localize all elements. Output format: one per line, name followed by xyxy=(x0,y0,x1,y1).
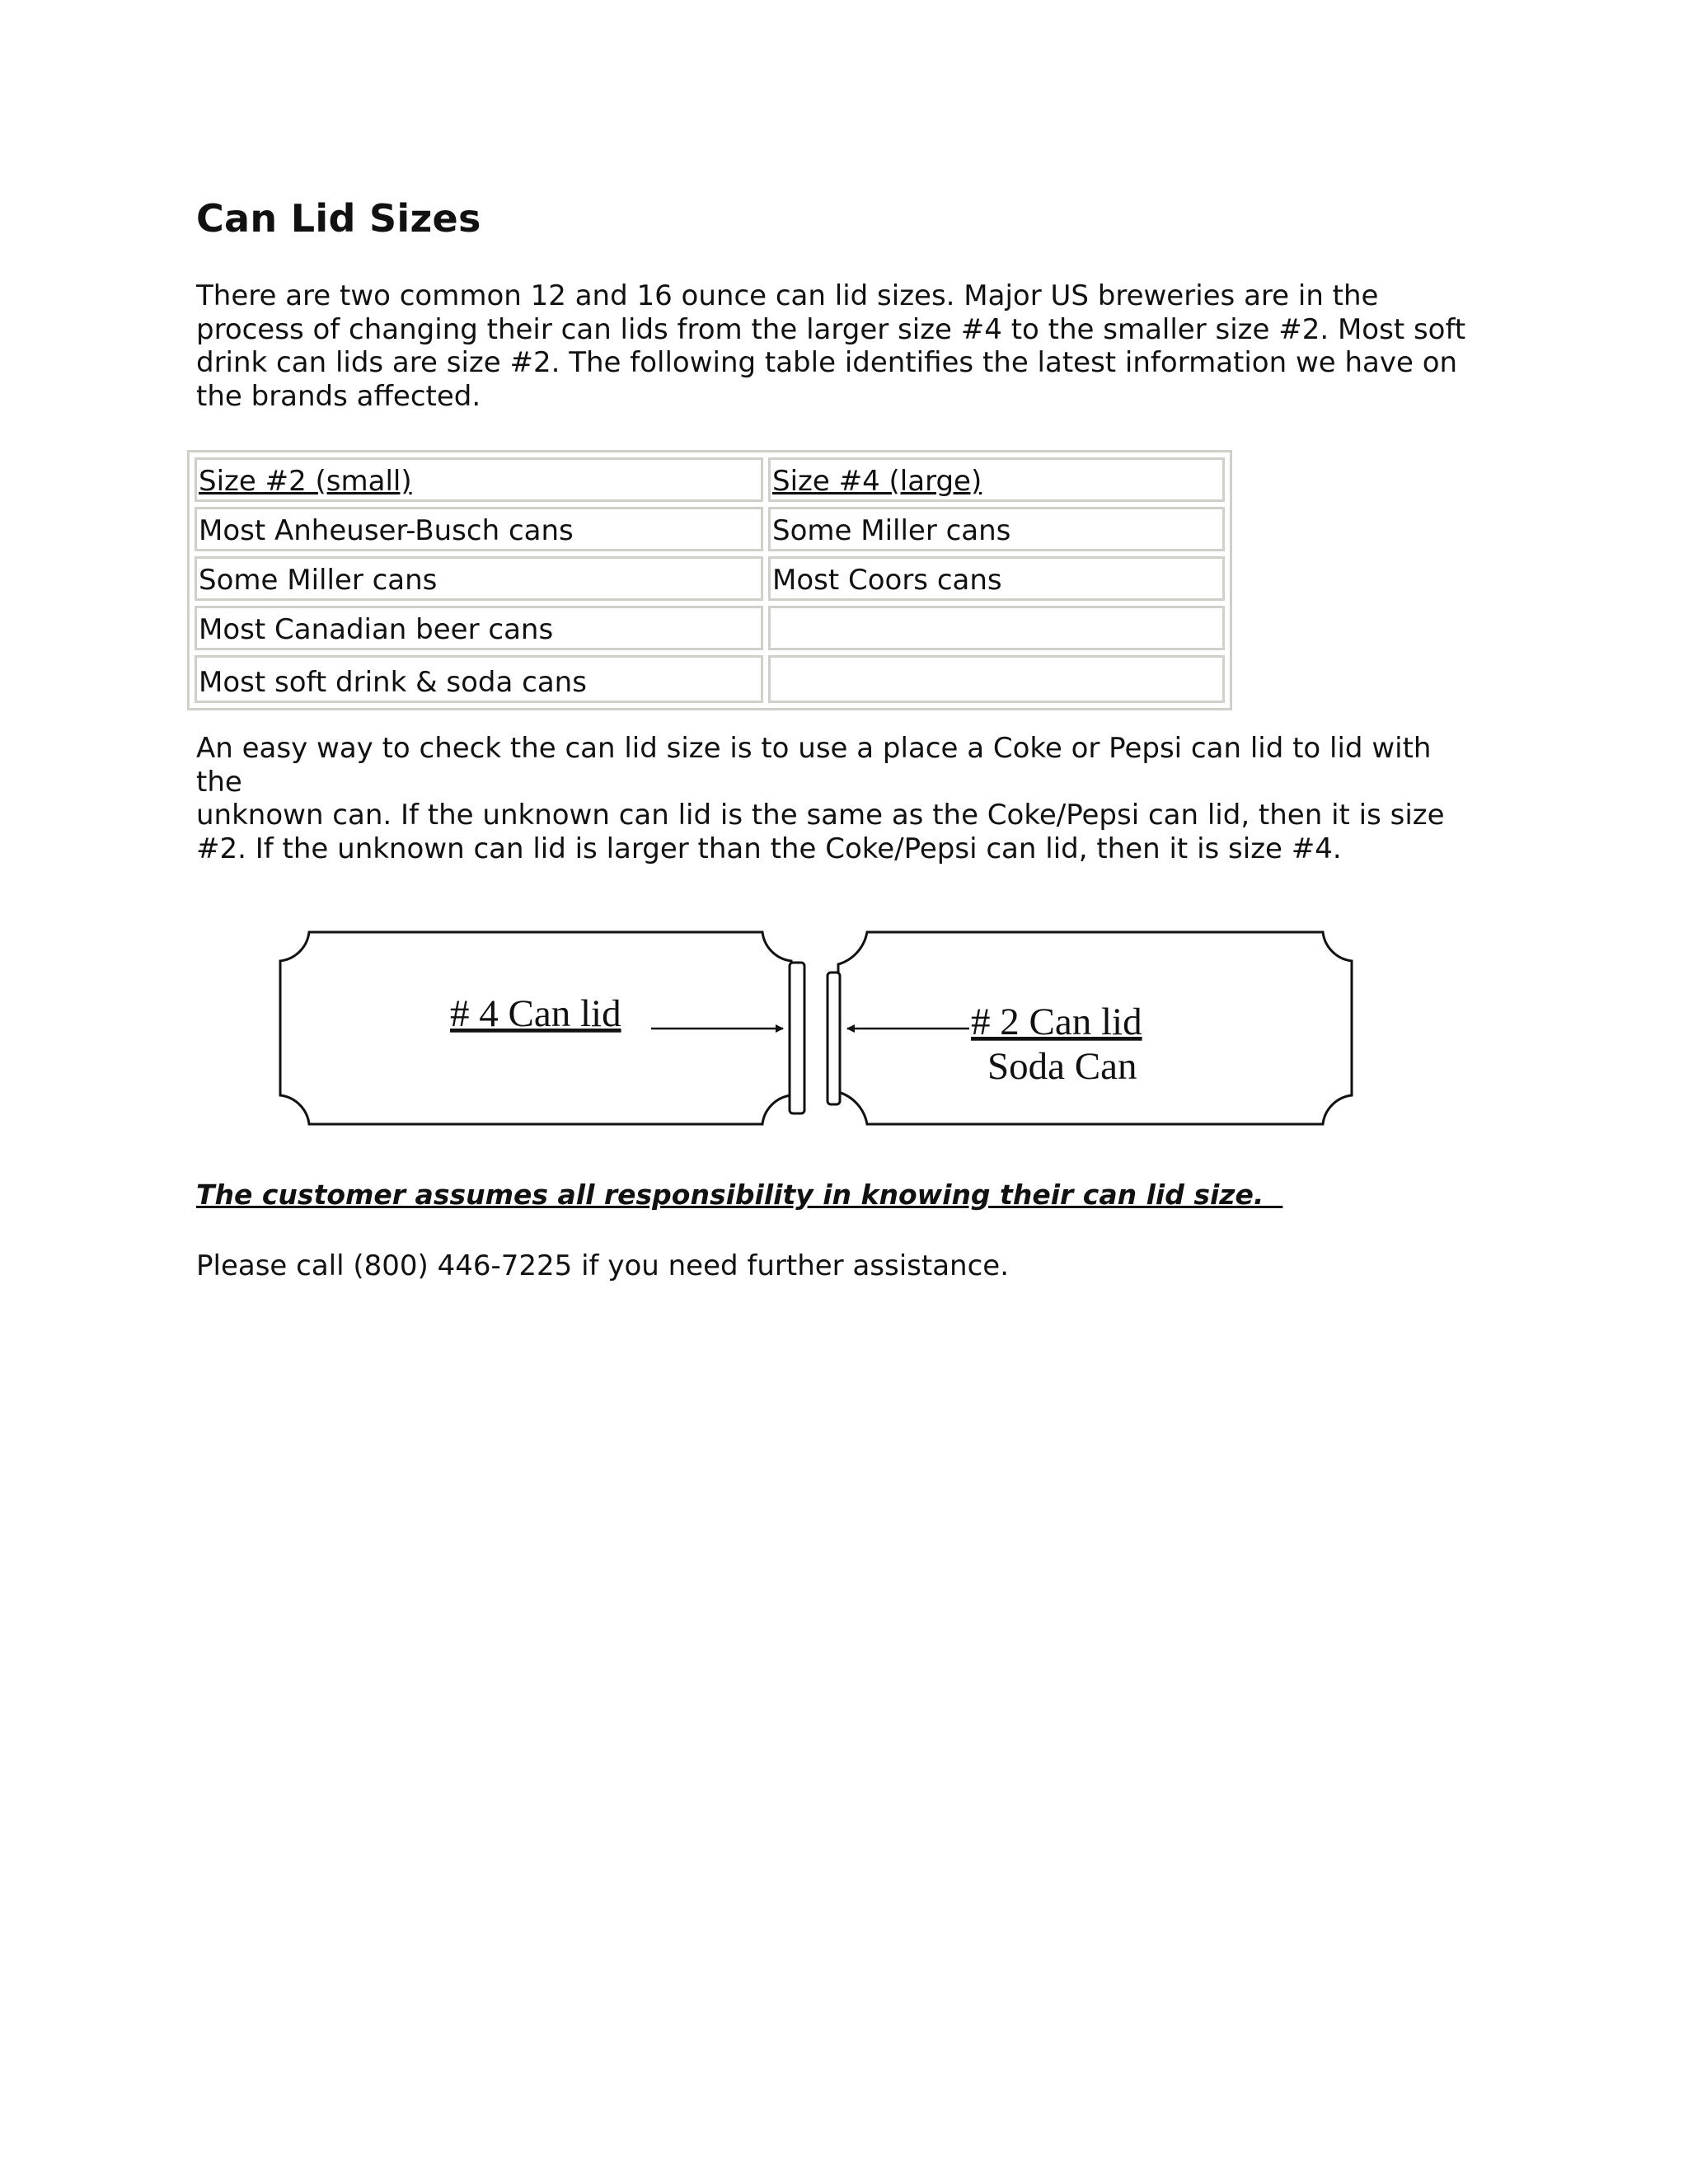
header-cell-size-4: Size #4 (large) xyxy=(768,457,1225,502)
lid-size-table xyxy=(187,450,1232,710)
howto-paragraph: An easy way to check the can lid size is to use a place a Coke or Pepsi can lid to lid with the unknown can. If the unknown can lid is the same as the Coke/Pepsi can lid, then it is size #2. If the unknown can lid is larger than the Coke/Pepsi can lid, then it is size #4. xyxy=(196,732,1445,865)
disclaimer-text: The customer assumes all responsibility in knowing their can lid size. xyxy=(196,1179,1283,1211)
can-lid-diagram xyxy=(272,919,1368,1166)
table-cell: Some Miller cans xyxy=(768,507,1225,551)
table-row xyxy=(195,655,1225,703)
size-4-label: # 4 Can lid xyxy=(450,992,621,1035)
table-cell: Most Anheuser-Busch cans xyxy=(195,507,763,551)
table-cell: Some Miller cans xyxy=(195,556,763,601)
contact-text: Please call (800) 446-7225 if you need further assistance. xyxy=(196,1249,1010,1282)
header-cell-size-2: Size #2 (small) xyxy=(195,457,763,502)
table-row xyxy=(195,507,1225,551)
soda-can-label: Soda Can xyxy=(987,1045,1137,1088)
table-cell xyxy=(768,606,1225,650)
table-cell: Most soft drink & soda cans xyxy=(195,655,763,703)
page-title: Can Lid Sizes xyxy=(196,196,481,241)
table-header-row xyxy=(195,457,1225,502)
intro-paragraph: There are two common 12 and 16 ounce can lid sizes. Major US breweries are in the process of changing their can lids from the larger size #4 to the smaller size #2. Most soft drink can lids are size #2. The following table identifies the latest information we have on the brands affected. xyxy=(196,279,1466,413)
table-row xyxy=(195,556,1225,601)
size-4-lid xyxy=(790,963,804,1113)
table-cell: Most Canadian beer cans xyxy=(195,606,763,650)
table-cell xyxy=(768,655,1225,703)
size-2-label: # 2 Can lid xyxy=(971,1001,1142,1043)
table-cell: Most Coors cans xyxy=(768,556,1225,601)
size-2-lid xyxy=(828,972,840,1104)
table-row xyxy=(195,606,1225,650)
